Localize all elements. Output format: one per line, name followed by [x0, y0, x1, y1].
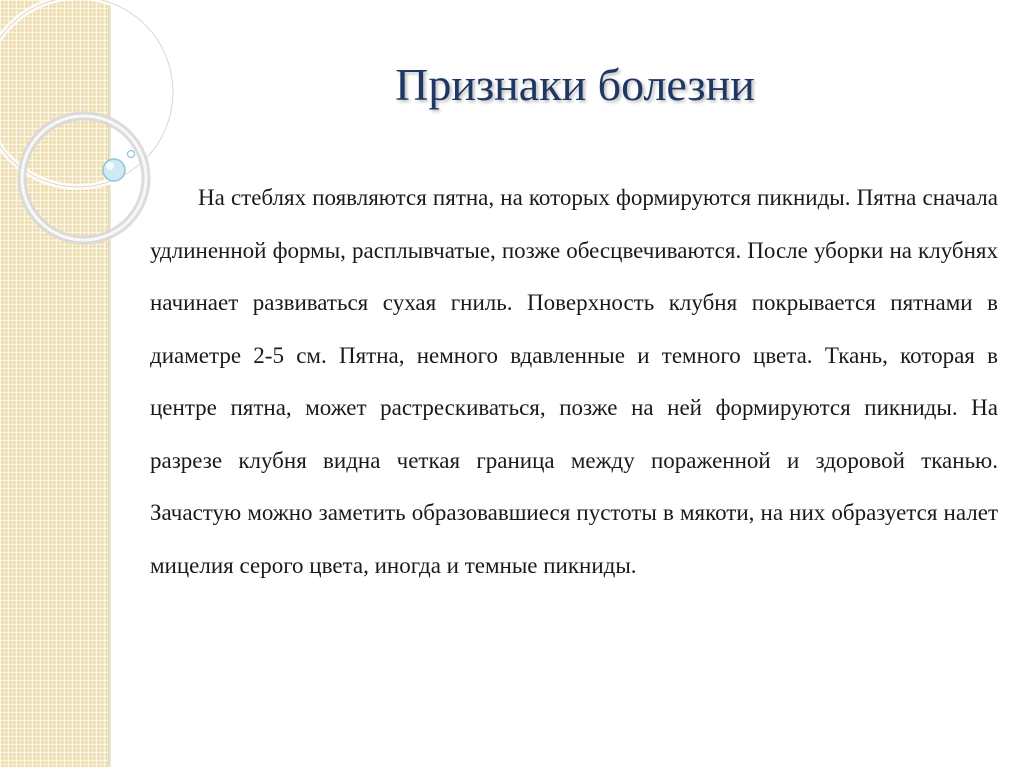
slide-title: Признаки болезни [395, 59, 755, 110]
bubble-small [128, 151, 135, 158]
bubble-large-shine [106, 162, 114, 170]
slide-paragraph: На стеблях появляются пятна, на которых формируются пикниды. Пятна сначала удлиненной формы, расплывчатые, позже обесцвечиваются. После уборки на клубнях начинает развиваться сухая гниль. Поверхность клубня покрывается пятнами в диаметре 2-5 см. Пятна, немного вдавленные и темного цвета. Ткань, которая в центре пятна, может растрескиваться, позже на ней формируются пикниды. На разрезе клубня видна четкая граница между пораженной и здоровой тканью. Зачастую можно заметить образовавшиеся пустоты в мякоти, на них образуется налет мицелия серого цвета, иногда и темные пикниды. [150, 185, 998, 578]
bubble-large [103, 159, 125, 181]
